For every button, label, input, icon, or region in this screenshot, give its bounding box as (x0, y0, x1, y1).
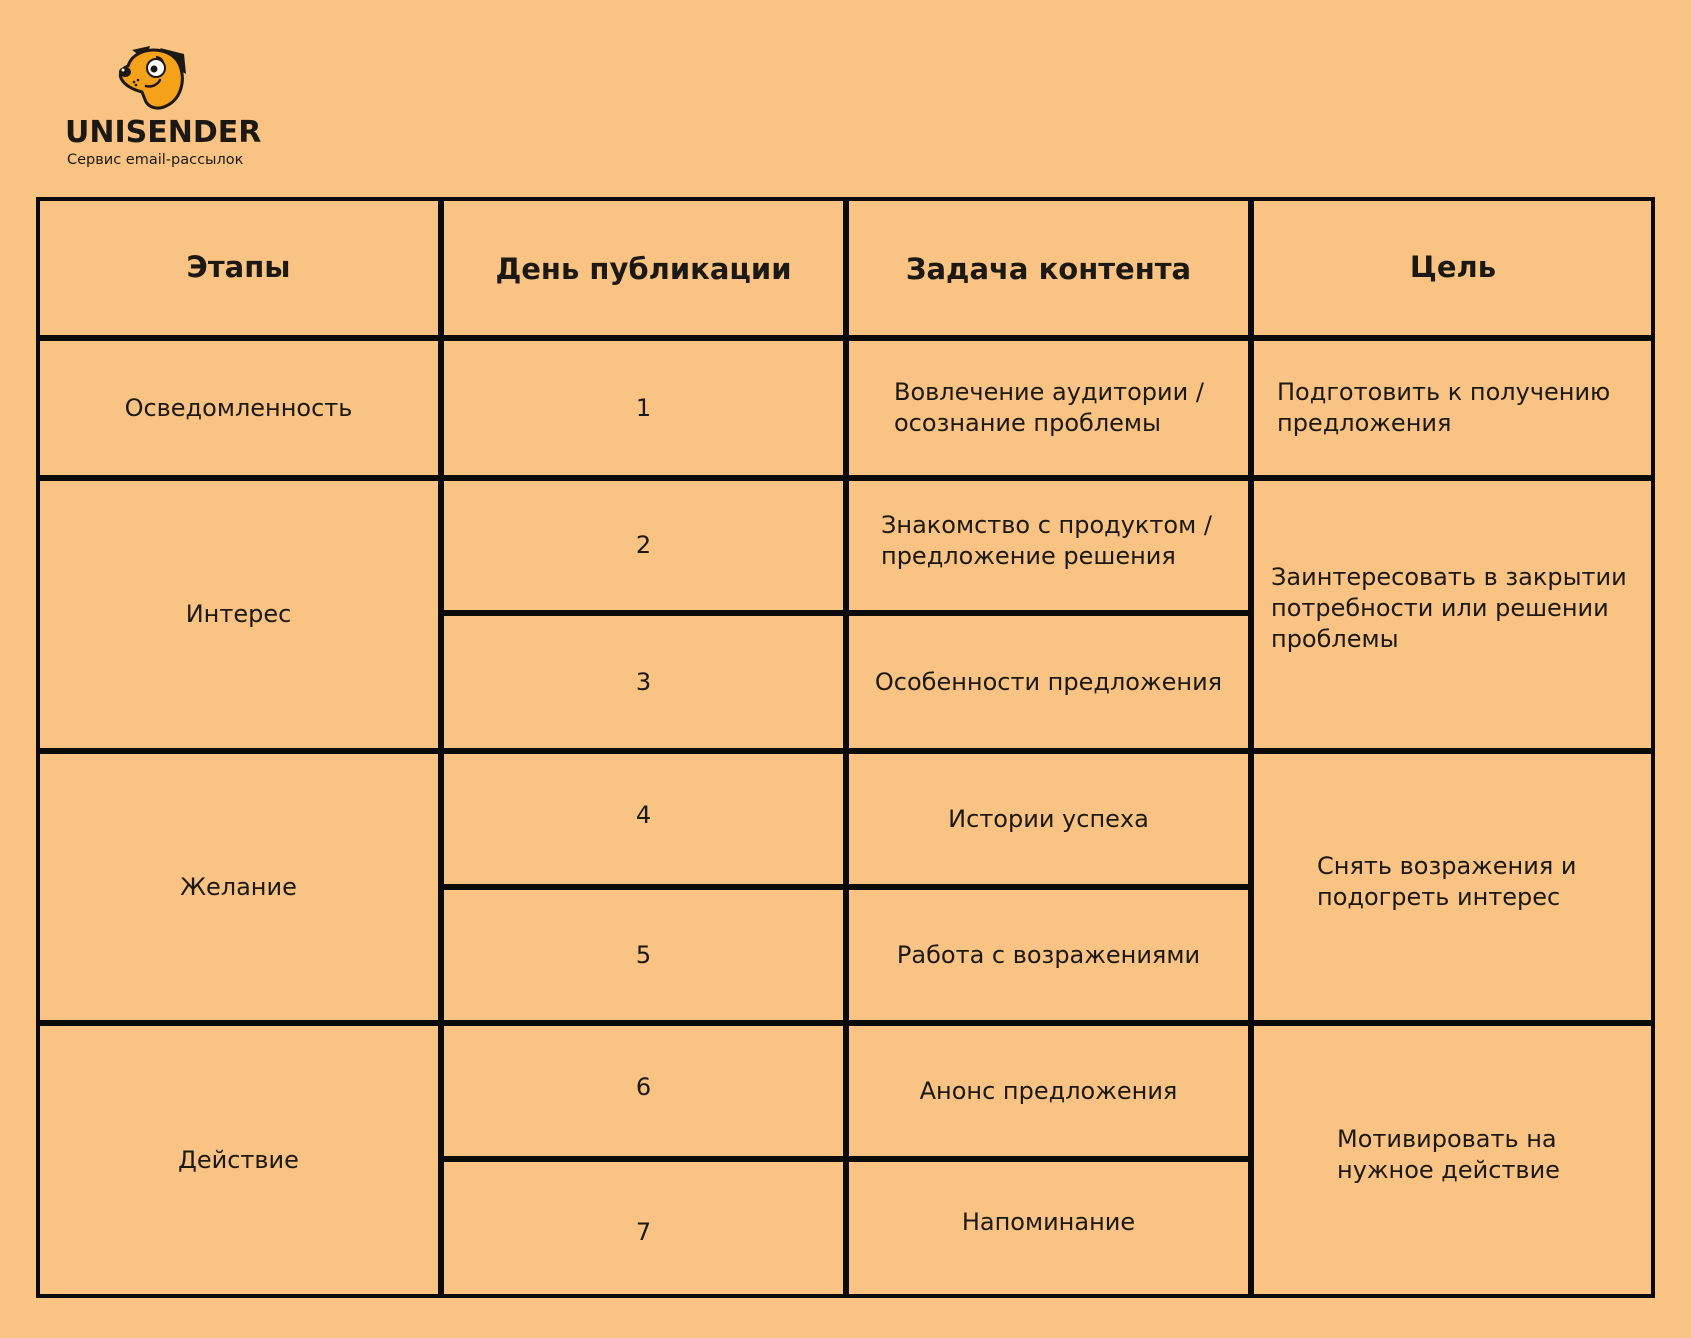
header-content-task: Задача контента (905, 252, 1192, 286)
day-5: 5 (635, 940, 652, 969)
task-day-4: Истории успеха (948, 804, 1149, 833)
goal-awareness (1251, 338, 1655, 478)
goal-interest (1251, 478, 1655, 751)
goal-action-line-2: нужное действие (1337, 1156, 1560, 1184)
brand-tagline: Сервис email-рассылок (67, 152, 244, 168)
goal-interest-line-1: Заинтересовать в закрытии (1271, 563, 1627, 591)
task-day-1-line-1: Вовлечение аудитории / (894, 378, 1204, 406)
stage-interest: Интерес (185, 600, 292, 628)
goal-desire-line-2: подогреть интерес (1317, 883, 1561, 911)
task-day-3: Особенности предложения (874, 667, 1223, 696)
stage-awareness: Осведомленность (124, 393, 353, 422)
stage-desire: Желание (180, 872, 297, 901)
header-publication-day: День публикации (495, 252, 792, 286)
day-2: 2 (635, 531, 652, 559)
day-4: 4 (635, 800, 652, 829)
task-day-5: Работа с возражениями (896, 940, 1201, 969)
goal-awareness-line-1: Подготовить к получению (1277, 378, 1611, 406)
header-stages: Этапы (186, 250, 291, 284)
task-day-2-line-1: Знакомство с продуктом / (881, 510, 1212, 539)
brand-name: UNISENDER (65, 115, 262, 150)
row-divider (36, 1020, 1655, 1026)
dog-mascot-icon (116, 44, 192, 114)
unisender-logo (60, 40, 280, 180)
row-divider (36, 748, 1655, 754)
sub-row-divider (441, 1156, 1251, 1162)
task-day-7: Напоминание (961, 1207, 1136, 1236)
task-day-2-line-2: предложение решения (881, 541, 1176, 570)
task-day-6: Анонс предложения (919, 1076, 1178, 1105)
stage-action: Действие (178, 1145, 299, 1174)
task-day-1-line-2: осознание проблемы (894, 409, 1161, 437)
goal-desire-line-1: Снять возражения и (1317, 852, 1577, 880)
sub-row-divider (441, 610, 1251, 616)
goal-interest-line-3: проблемы (1271, 625, 1399, 653)
task-day-2 (846, 478, 1251, 613)
goal-interest-line-2: потребности или решении (1271, 594, 1609, 622)
task-day-1 (846, 338, 1251, 478)
day-3: 3 (635, 667, 652, 696)
row-divider (36, 335, 1655, 341)
day-7: 7 (635, 1217, 652, 1246)
row-divider (36, 475, 1655, 481)
goal-action (1251, 1023, 1655, 1297)
goal-action-line-1: Мотивировать на (1337, 1125, 1557, 1153)
day-1: 1 (635, 393, 652, 422)
day-6: 6 (635, 1072, 652, 1101)
content-plan-table (36, 197, 1655, 1297)
sub-row-divider (441, 884, 1251, 890)
goal-awareness-line-2: предложения (1277, 409, 1452, 437)
goal-desire (1251, 751, 1655, 1023)
header-goal: Цель (1409, 250, 1497, 284)
